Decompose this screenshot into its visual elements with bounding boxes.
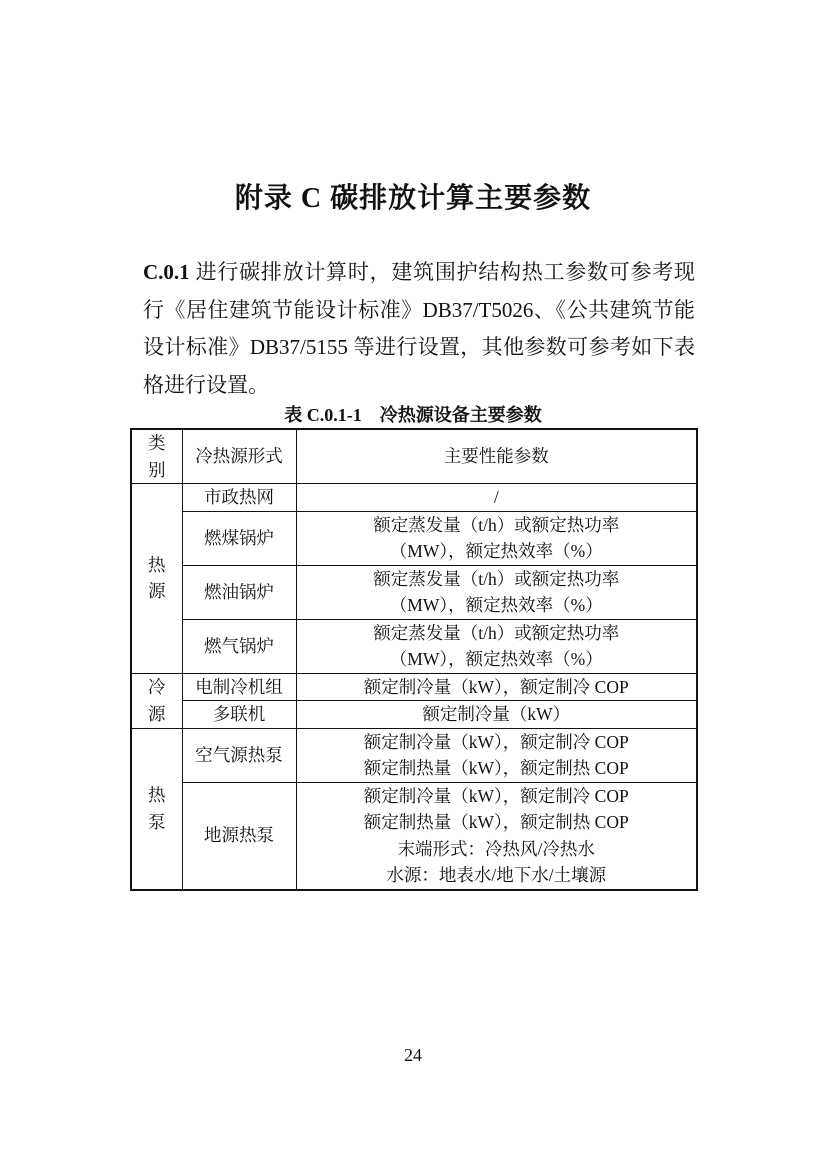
type-cell: 燃油锅炉 (182, 565, 296, 619)
paragraph-c-0-1 (143, 254, 695, 404)
table-row (131, 673, 697, 701)
category-cell: 冷源 (131, 673, 182, 728)
clause-text: 进行碳排放计算时，建筑围护结构热工参数可参考现行《居住建筑节能设计标准》DB37/T5026、《公共建筑节能设计标准》DB37/5155 等进行设置，其他参数可参考如下表格进行设置。 (143, 260, 695, 397)
type-cell: 地源热泵 (182, 782, 296, 890)
params-cell: / (296, 484, 697, 512)
params-cell: 额定制冷量（kW），额定制冷 COP 额定制热量（kW），额定制热 COP 末端形式：冷热风/冷热水 水源：地表水/地下水/土壤源 (296, 782, 697, 890)
type-cell: 多联机 (182, 701, 296, 729)
equipment-parameter-table (130, 428, 698, 891)
params-cell: 额定制冷量（kW），额定制冷 COP (296, 673, 697, 701)
category-cell: 热源 (131, 484, 182, 674)
table-row (131, 565, 697, 619)
appendix-title: 附录 C 碳排放计算主要参数 (234, 183, 592, 214)
params-cell: 额定蒸发量（t/h）或额定热功率 （MW），额定热效率（%） (296, 565, 697, 619)
table-row (131, 484, 697, 512)
type-cell: 燃煤锅炉 (182, 511, 296, 565)
params-cell: 额定蒸发量（t/h）或额定热功率 （MW），额定热效率（%） (296, 511, 697, 565)
table-row (131, 619, 697, 673)
type-cell: 电制冷机组 (182, 673, 296, 701)
page-number: 24 (404, 1045, 422, 1065)
clause-number: C.0.1 (143, 260, 190, 284)
table-row (131, 782, 697, 890)
table-row (131, 701, 697, 729)
params-cell: 额定制冷量（kW） (296, 701, 697, 729)
type-cell: 燃气锅炉 (182, 619, 296, 673)
table-row (131, 728, 697, 782)
params-cell: 额定蒸发量（t/h）或额定热功率 （MW），额定热效率（%） (296, 619, 697, 673)
type-cell: 空气源热泵 (182, 728, 296, 782)
table-header-row (131, 429, 697, 484)
params-cell: 额定制冷量（kW），额定制冷 COP 额定制热量（kW），额定制热 COP (296, 728, 697, 782)
header-source-type: 冷热源形式 (182, 429, 296, 484)
category-cell: 热泵 (131, 728, 182, 890)
header-params: 主要性能参数 (296, 429, 697, 484)
header-category: 类别 (131, 429, 182, 484)
type-cell: 市政热网 (182, 484, 296, 512)
table-caption: 表 C.0.1-1 冷热源设备主要参数 (284, 405, 542, 425)
table-row (131, 511, 697, 565)
